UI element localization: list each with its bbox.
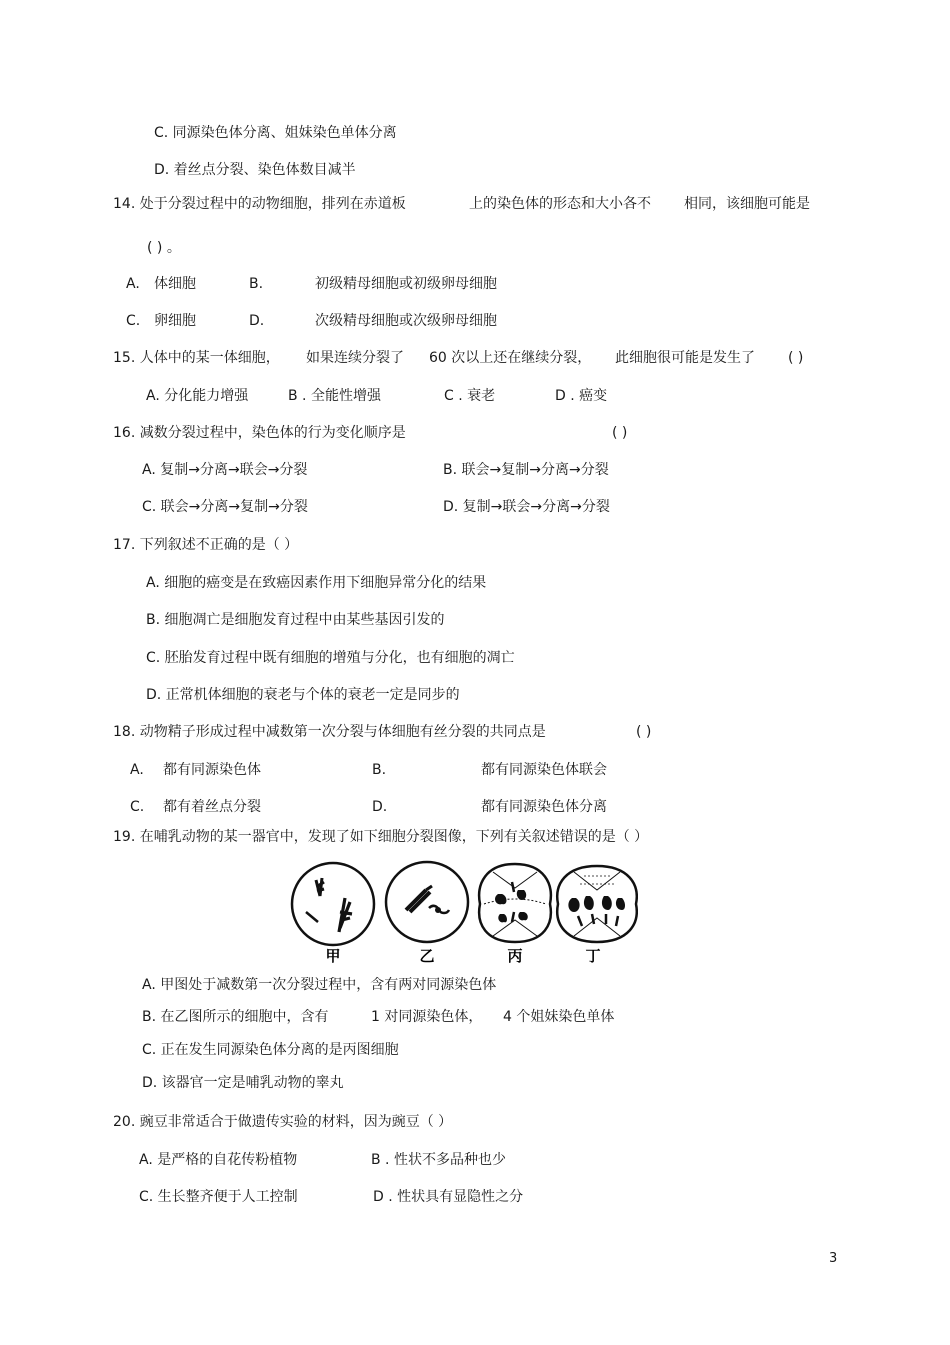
q14-option-b: 初级精母细胞或初级卵母细胞 xyxy=(315,276,497,292)
q16-option-b: B. 联会→复制→分离→分裂 xyxy=(443,462,609,478)
q14-answer-paren: ( ) 。 xyxy=(147,240,181,256)
q18-option-d: 都有同源染色体分离 xyxy=(481,799,607,815)
q14-option-c: 卵细胞 xyxy=(154,313,196,329)
q19-stem: 19. 在哺乳动物的某一器官中，发现了如下细胞分裂图像，下列有关叙述错误的是（ ） xyxy=(113,829,649,845)
q15-option-a: A. 分化能力增强 xyxy=(146,388,249,404)
cell-label-jia: 甲 xyxy=(325,947,341,965)
q19-option-d: D. 该器官一定是哺乳动物的睾丸 xyxy=(142,1075,344,1091)
cell-ding xyxy=(557,866,636,942)
page-number: 3 xyxy=(829,1251,838,1266)
cell-label-bing: 丙 xyxy=(507,947,523,965)
q17-stem: 17. 下列叙述不正确的是（ ） xyxy=(113,537,299,553)
q18-answer-paren: ( ) xyxy=(636,724,652,740)
q17-option-c: C. 胚胎发育过程中既有细胞的增殖与分化，也有细胞的凋亡 xyxy=(146,650,515,666)
q14-option-a-key: A. xyxy=(126,276,140,292)
q17-option-b: B. 细胞凋亡是细胞发育过程中由某些基因引发的 xyxy=(146,612,445,628)
cell-yi xyxy=(386,862,468,942)
q15-stem-part3: 60 次以上还在继续分裂， xyxy=(429,350,592,366)
q18-option-b: 都有同源染色体联会 xyxy=(481,762,607,778)
q19-option-a: A. 甲图处于减数第一次分裂过程中，含有两对同源染色体 xyxy=(142,977,497,993)
cell-label-ding: 丁 xyxy=(585,947,601,965)
q20-option-b: B . 性状不多品种也少 xyxy=(371,1152,506,1168)
q16-answer-paren: ( ) xyxy=(612,425,628,441)
q16-option-c: C. 联会→分离→复制→分裂 xyxy=(142,499,308,515)
q19-option-b-part1: B. 在乙图所示的细胞中，含有 xyxy=(142,1009,329,1025)
q18-option-c-key: C. xyxy=(130,799,145,815)
q15-stem-part1: 15. 人体中的某一体细胞， xyxy=(113,350,280,366)
q15-option-c: C . 衰老 xyxy=(444,388,496,404)
q20-option-c: C. 生长整齐便于人工控制 xyxy=(139,1189,298,1205)
q15-option-b: B . 全能性增强 xyxy=(288,388,381,404)
cell-division-diagram xyxy=(288,860,638,970)
q18-stem: 18. 动物精子形成过程中减数第一次分裂与体细胞有丝分裂的共同点是 xyxy=(113,724,546,740)
cell-jia xyxy=(292,863,374,945)
q20-option-a: A. 是严格的自花传粉植物 xyxy=(139,1152,298,1168)
q19-option-b-part2: 1 对同源染色体， xyxy=(371,1009,483,1025)
q18-option-a: 都有同源染色体 xyxy=(163,762,261,778)
q19-option-b-part3: 4 个姐妹染色单体 xyxy=(503,1009,615,1025)
q16-stem: 16. 减数分裂过程中，染色体的行为变化顺序是 xyxy=(113,425,406,441)
q15-option-d: D . 癌变 xyxy=(555,388,608,404)
q14-option-c-key: C. xyxy=(126,313,141,329)
q15-stem-part2: 如果连续分裂了 xyxy=(306,350,404,366)
q13-option-d: D. 着丝点分裂、染色体数目减半 xyxy=(154,162,356,178)
q14-stem-part2: 上的染色体的形态和大小各不 xyxy=(469,196,651,212)
q20-option-d: D . 性状具有显隐性之分 xyxy=(373,1189,524,1205)
q18-option-b-key: B. xyxy=(372,762,387,778)
q17-option-a: A. 细胞的癌变是在致癌因素作用下细胞异常分化的结果 xyxy=(146,575,487,591)
q19-option-c: C. 正在发生同源染色体分离的是丙图细胞 xyxy=(142,1042,399,1058)
q13-option-c: C. 同源染色体分离、姐妹染色单体分离 xyxy=(154,125,397,141)
q15-stem-part4: 此细胞很可能是发生了 xyxy=(615,350,755,366)
q15-answer-paren: ( ) xyxy=(788,350,804,366)
q18-option-a-key: A. xyxy=(130,762,144,778)
cell-bing xyxy=(479,864,551,942)
q20-stem: 20. 豌豆非常适合于做遗传实验的材料，因为豌豆（ ） xyxy=(113,1114,453,1130)
q14-option-d-key: D. xyxy=(249,313,265,329)
q14-stem-part1: 14. 处于分裂过程中的动物细胞，排列在赤道板 xyxy=(113,196,406,212)
q16-option-d: D. 复制→联会→分离→分裂 xyxy=(443,499,610,515)
q16-option-a: A. 复制→分离→联会→分裂 xyxy=(142,462,308,478)
cell-label-yi: 乙 xyxy=(419,947,435,965)
cell-division-figure xyxy=(288,860,638,970)
q18-option-d-key: D. xyxy=(372,799,388,815)
q17-option-d: D. 正常机体细胞的衰老与个体的衰老一定是同步的 xyxy=(146,687,460,703)
q14-option-d: 次级精母细胞或次级卵母细胞 xyxy=(315,313,497,329)
q14-option-a: 体细胞 xyxy=(154,276,196,292)
q14-option-b-key: B. xyxy=(249,276,264,292)
q14-stem-part3: 相同，该细胞可能是 xyxy=(684,196,810,212)
q18-option-c: 都有着丝点分裂 xyxy=(163,799,261,815)
